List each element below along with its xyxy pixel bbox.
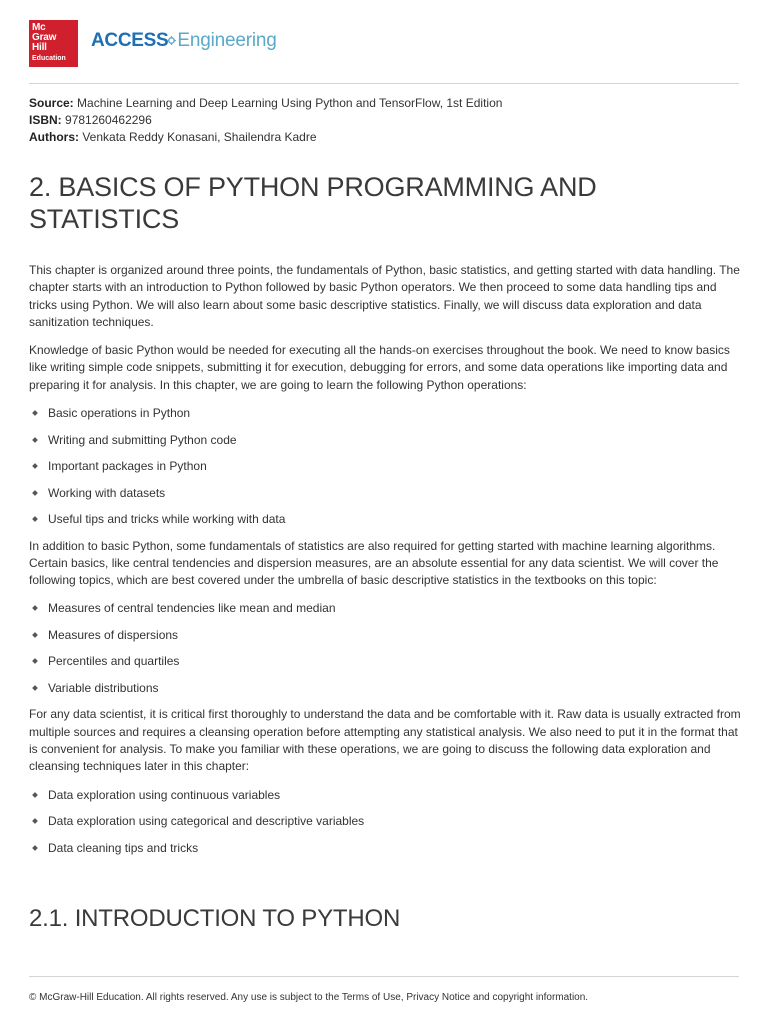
list-item-text: Working with datasets xyxy=(48,485,166,500)
list-item-text: Percentiles and quartiles xyxy=(48,654,180,669)
bullet-icon xyxy=(32,516,38,522)
list-item xyxy=(29,511,741,528)
authors-line xyxy=(29,129,739,146)
list-item-text: Data exploration using continuous variables xyxy=(48,787,281,802)
bullet-icon xyxy=(32,845,38,851)
list-item-text: Variable distributions xyxy=(48,680,159,695)
brand-engineering-text: Engineering xyxy=(177,30,277,51)
list-item xyxy=(29,787,741,804)
list-item-text: Data exploration using categorical and descriptive variables xyxy=(48,814,365,829)
list-item-text: Useful tips and tricks while working with data xyxy=(48,512,286,527)
mcgraw-hill-logo[interactable] xyxy=(29,20,78,67)
section-title: 2.1. INTRODUCTION TO PYTHON xyxy=(29,905,401,932)
logo-line: Hill xyxy=(32,42,47,53)
chapter-body xyxy=(29,262,741,866)
list-item xyxy=(29,680,741,697)
access-engineering-logo[interactable] xyxy=(91,30,277,56)
bullet-icon xyxy=(32,463,38,469)
paragraph: In addition to basic Python, some fundamentals of statistics are also required for getting started with machine learning algorithms. Certain basics, like central tendencies and dispersion measures, are an absolute essential for any data scientist. We will cover the following topics, which are best covered under the umbrella of basic descriptive statistics in the textbooks on this topic: xyxy=(29,538,719,588)
python-operations-list xyxy=(29,405,741,528)
source-line xyxy=(29,95,739,112)
source-metadata xyxy=(29,95,739,146)
gear-icon xyxy=(167,36,176,45)
footer-divider xyxy=(29,976,739,977)
bullet-icon xyxy=(32,685,38,691)
logo-line: Mc xyxy=(32,22,46,33)
list-item-text: Important packages in Python xyxy=(48,459,207,474)
list-item xyxy=(29,600,741,617)
copyright-footer: © McGraw-Hill Education. All rights reserved. Any use is subject to the Terms of Use, Privacy Notice and copyright information. xyxy=(29,992,589,1003)
bullet-icon xyxy=(32,659,38,665)
list-item-text: Basic operations in Python xyxy=(48,406,191,421)
header-divider xyxy=(29,83,739,84)
bullet-icon xyxy=(32,818,38,824)
paragraph: This chapter is organized around three points, the fundamentals of Python, basic statistics, and getting started with data handling. The chapter starts with an introduction to Python followed by basic Python operators. We then proceed to some data handling tips and tricks using Python. We will also learn about some basic descriptive statistics. Finally, we will discuss data exploration and data sanitization techniques. xyxy=(29,263,740,329)
isbn-line xyxy=(29,112,739,129)
authors-label: Authors: xyxy=(29,130,79,144)
list-item xyxy=(29,485,741,502)
brand-access-text: ACCESS xyxy=(91,30,169,51)
header xyxy=(29,20,739,68)
bullet-icon xyxy=(32,792,38,798)
source-value: Machine Learning and Deep Learning Using Python and TensorFlow, 1st Edition xyxy=(77,96,503,110)
data-techniques-list xyxy=(29,787,741,857)
logo-line: Graw xyxy=(32,32,57,43)
bullet-icon xyxy=(32,490,38,496)
list-item-text: Writing and submitting Python code xyxy=(48,432,237,447)
list-item xyxy=(29,627,741,644)
list-item xyxy=(29,405,741,422)
authors-value: Venkata Reddy Konasani, Shailendra Kadre xyxy=(82,130,317,144)
list-item xyxy=(29,458,741,475)
isbn-label: ISBN: xyxy=(29,113,62,127)
list-item xyxy=(29,653,741,670)
source-label: Source: xyxy=(29,96,74,110)
paragraph: Knowledge of basic Python would be needed for executing all the hands-on exercises throughout the book. We need to know basics like writing simple code snippets, submitting it for execution, debugging for errors, and some data operations like importing data and preparing it for analysis. In this chapter, we are going to learn the following Python operations: xyxy=(29,343,730,392)
statistics-topics-list xyxy=(29,600,741,697)
list-item xyxy=(29,432,741,449)
logo-line: Education xyxy=(32,55,66,62)
chapter-title: 2. BASICS OF PYTHON PROGRAMMING AND STATISTICS xyxy=(29,172,597,234)
list-item-text: Measures of dispersions xyxy=(48,627,179,642)
list-item-text: Data cleaning tips and tricks xyxy=(48,840,199,855)
bullet-icon xyxy=(32,606,38,612)
bullet-icon xyxy=(32,437,38,443)
list-item xyxy=(29,813,741,830)
bullet-icon xyxy=(32,410,38,416)
isbn-value: 9781260462296 xyxy=(65,113,152,127)
paragraph: For any data scientist, it is critical first thoroughly to understand the data and be comfortable with it. Raw data is usually extracted from multiple sources and requires a cleansing operation before attempting any statistical analysis. We also need to put it in the format that is convenient for analysis. To make you familiar with these operations, we are going to discuss the following data exploration and cleansing techniques later in this chapter: xyxy=(29,707,741,774)
list-item-text: Measures of central tendencies like mean and median xyxy=(48,601,336,616)
list-item xyxy=(29,840,741,857)
bullet-icon xyxy=(32,632,38,638)
